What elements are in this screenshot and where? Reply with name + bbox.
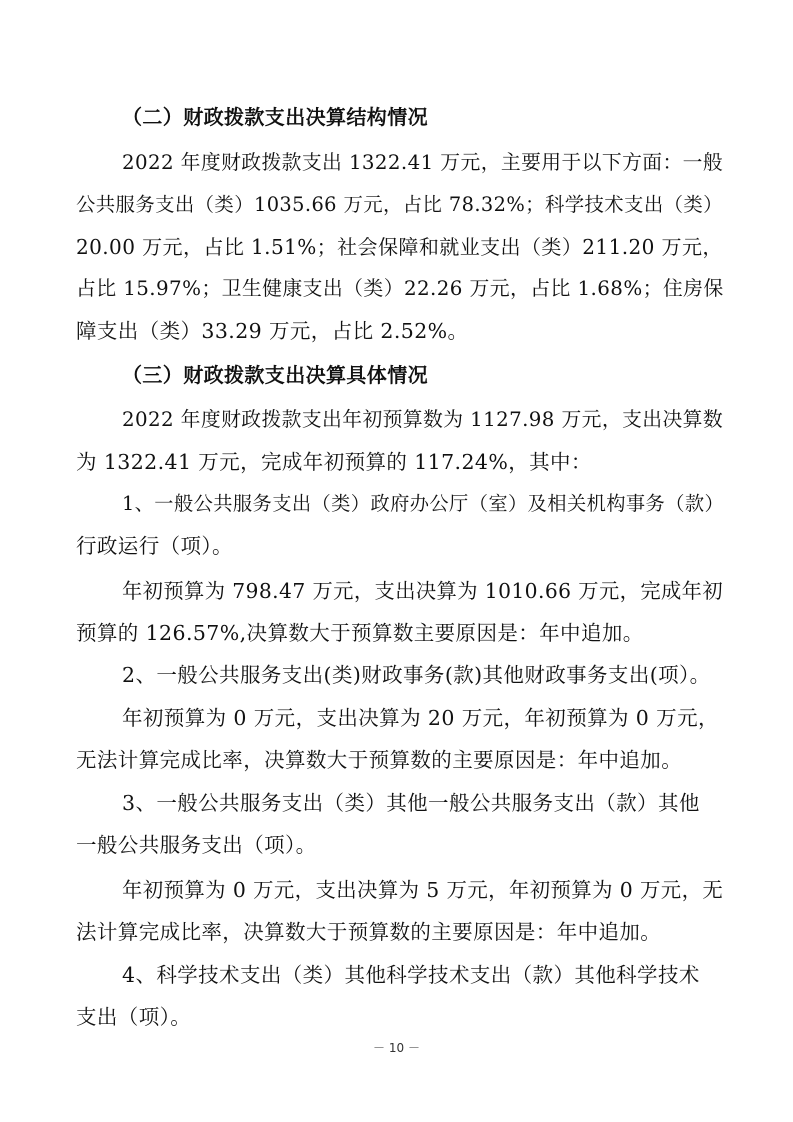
paragraph-line: 障支出（类）33.29 万元，占比 2.52%。 <box>76 319 469 343</box>
list-item-heading: 4、科学技术支出（类）其他科学技术支出（款）其他科学技术 <box>122 963 700 987</box>
paragraph-line: 2022 年度财政拨款支出年初预算数为 1127.98 万元，支出决算数 <box>122 408 724 431</box>
paragraph-line: 占比 15.97%；卫生健康支出（类）22.26 万元，占比 1.68%；住房保 <box>76 277 724 300</box>
section-heading-details: （三）财政拨款支出决算具体情况 <box>122 363 428 387</box>
paragraph-line: 公共服务支出（类）1035.66 万元，占比 78.32%；科学技术支出（类） <box>76 193 723 216</box>
paragraph-line: 年初预算为 798.47 万元，支出决算为 1010.66 万元，完成年初 <box>122 579 724 603</box>
paragraph-line: 预算的 126.57%,决算数大于预算数主要原因是：年中追加。 <box>76 621 644 645</box>
paragraph-line: 支出（项）。 <box>76 1005 192 1029</box>
paragraph-line: 行政运行（项）。 <box>76 534 233 558</box>
paragraph-line: 一般公共服务支出（项）。 <box>76 833 317 857</box>
paragraph-line: 年初预算为 0 万元，支出决算为 5 万元，年初预算为 0 万元，无 <box>122 878 724 902</box>
list-item-heading: 1、一般公共服务支出（类）政府办公厅（室）及相关机构事务（款） <box>122 492 725 515</box>
list-item-heading: 2、一般公共服务支出(类)财政事务(款)其他财政事务支出(项）。 <box>122 663 711 687</box>
page-number: － 10 － <box>373 1041 420 1055</box>
paragraph-line: 2022 年度财政拨款支出 1322.41 万元，主要用于以下方面：一般 <box>122 151 724 174</box>
paragraph-line: 20.00 万元，占比 1.51%；社会保障和就业支出（类）211.20 万元， <box>76 235 723 259</box>
paragraph-line: 无法计算完成比率，决算数大于预算数的主要原因是：年中追加。 <box>76 748 683 772</box>
section-heading-structure: （二）财政拨款支出决算结构情况 <box>122 105 428 129</box>
list-item-heading: 3、一般公共服务支出（类）其他一般公共服务支出（款）其他 <box>122 791 700 815</box>
paragraph-line: 年初预算为 0 万元，支出决算为 20 万元，年初预算为 0 万元， <box>122 706 719 730</box>
paragraph-line: 法计算完成比率，决算数大于预算数的主要原因是：年中追加。 <box>76 920 662 944</box>
paragraph-line: 为 1322.41 万元，完成年初预算的 117.24%，其中： <box>76 450 592 474</box>
